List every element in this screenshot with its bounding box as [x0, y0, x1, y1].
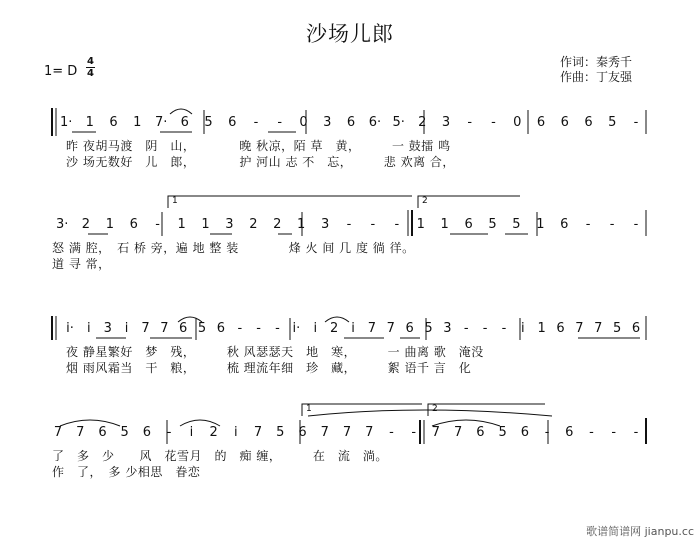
note: 5: [276, 425, 285, 440]
time-signature-top: 4: [87, 56, 94, 67]
note: 6: [298, 425, 307, 440]
note: 7: [431, 425, 441, 440]
lyric-line: 昨 夜胡马渡 阴 山， 晚 秋凉，陌 草 黄， 一 鼓擂 鸣: [66, 139, 451, 153]
note: 6: [476, 425, 485, 440]
note: i: [189, 425, 194, 440]
note: 1: [297, 217, 306, 232]
note: 3·: [56, 217, 69, 232]
note: -: [482, 321, 488, 336]
note: -: [277, 115, 283, 130]
note: 5: [608, 115, 617, 130]
note: 6: [560, 217, 569, 232]
note: 6: [142, 425, 152, 440]
note: 2: [209, 425, 218, 440]
note: i: [124, 321, 129, 336]
note: -: [633, 217, 639, 232]
note: 5·: [392, 115, 405, 130]
note: -: [589, 425, 594, 440]
note: 6: [180, 115, 189, 130]
key-signature: 1= D: [44, 64, 78, 79]
note: 7: [386, 321, 395, 336]
lyric-line: 沙 场无数好 儿 郎， 护 河山 志 不 忘， 悲 欢离 合，: [66, 155, 455, 169]
note: 2: [273, 217, 282, 232]
note: 6: [346, 115, 356, 130]
page-title: 沙场儿郎: [306, 22, 394, 46]
volta-2-label: 2: [432, 404, 438, 414]
note: -: [633, 425, 639, 440]
note: -: [256, 321, 261, 336]
note: 5: [512, 217, 521, 232]
note: -: [611, 425, 617, 440]
note: -: [275, 321, 280, 336]
note: 3: [443, 321, 452, 336]
note: -: [237, 321, 243, 336]
note: -: [609, 217, 615, 232]
note: -: [585, 217, 591, 232]
note: 5: [498, 425, 507, 440]
note: 6·: [368, 115, 382, 130]
note: 6: [464, 217, 473, 232]
note: -: [411, 425, 417, 440]
note: i: [234, 425, 238, 440]
note: 6: [228, 115, 237, 130]
note: -: [491, 115, 496, 130]
note: 1: [416, 217, 425, 232]
note: 5: [204, 115, 213, 130]
note: -: [155, 217, 160, 232]
note: -: [544, 425, 550, 440]
note: 1: [440, 217, 449, 232]
note: 5: [612, 321, 622, 336]
note: 7·: [155, 115, 168, 130]
note: 2: [418, 115, 427, 130]
note: 1: [133, 115, 142, 130]
note: i·: [292, 321, 301, 336]
note: -: [633, 115, 639, 130]
note: 5: [488, 217, 497, 232]
note: 6: [520, 425, 529, 440]
note: 2: [249, 217, 258, 232]
volta-1-label: 1: [306, 404, 312, 414]
note: 7: [575, 321, 584, 336]
time-signature-bottom: 4: [87, 68, 94, 79]
volta-1-label: 1: [172, 196, 178, 206]
note: 6: [556, 321, 565, 336]
note: -: [501, 321, 507, 336]
note: 6: [565, 425, 574, 440]
note: 6: [179, 321, 188, 336]
note: 1: [85, 115, 94, 130]
lyricist-credit: 作词：秦秀千: [560, 55, 633, 69]
note: 5: [197, 321, 207, 336]
note: 1: [201, 217, 210, 232]
note: 7: [53, 425, 63, 440]
note: 6: [584, 115, 593, 130]
note: 7: [365, 425, 374, 440]
note: 6: [109, 115, 118, 130]
lyric-line: 怒 满 腔， 石 桥 旁，遍 地 整 装 烽 火 间 几 度 徜 徉。: [52, 241, 415, 255]
note: 7: [320, 425, 329, 440]
note: 5: [424, 321, 433, 336]
note: i: [520, 321, 525, 336]
lyric-line: 作 了， 多 少相思 眷恋: [52, 465, 201, 479]
note: 3: [320, 217, 330, 232]
note: 7: [454, 425, 463, 440]
note: 1: [536, 217, 545, 232]
note: -: [166, 425, 172, 440]
note: 3: [441, 115, 451, 130]
note: 6: [560, 115, 569, 130]
lyric-line: 了 多 少 风 花雪月 的 痴 缠， 在 流 淌。: [52, 449, 388, 463]
note: 1·: [60, 115, 73, 130]
note: 3: [323, 115, 332, 130]
note: 7: [141, 321, 150, 336]
note: -: [394, 217, 400, 232]
note: 2: [81, 217, 91, 232]
note: 6: [129, 217, 138, 232]
note: 7: [160, 321, 169, 336]
note: 7: [76, 425, 85, 440]
note: -: [370, 217, 376, 232]
note: 7: [253, 425, 263, 440]
note: -: [467, 115, 473, 130]
volta-2-label: 2: [422, 196, 428, 206]
note: 7: [367, 321, 376, 336]
note: 6: [98, 425, 107, 440]
note: 1: [105, 217, 114, 232]
note: 6: [536, 115, 546, 130]
note: i·: [66, 321, 74, 336]
note: 3: [225, 217, 234, 232]
note: 6: [631, 321, 641, 336]
note: 0: [299, 115, 308, 130]
note: 6: [405, 321, 414, 336]
note: -: [463, 321, 469, 336]
note: -: [253, 115, 259, 130]
watermark: 歌谱简谱网 jianpu.cc: [586, 525, 694, 538]
note: i: [313, 321, 318, 336]
note: i: [351, 321, 355, 336]
note: i: [87, 321, 91, 336]
lyric-line: 夜 静星繁好 梦 残， 秋 风瑟瑟天 地 寒， 一 曲离 歌 淹没: [66, 345, 484, 359]
note: 2: [329, 321, 339, 336]
lyric-line: 道 寻 常，: [52, 257, 111, 271]
composer-credit: 作曲：丁友强: [560, 70, 633, 84]
note: 1: [537, 321, 546, 336]
note: 5: [120, 425, 129, 440]
note: -: [389, 425, 394, 440]
note: 7: [342, 425, 352, 440]
note: 7: [594, 321, 603, 336]
lyric-line: 烟 雨风霜当 干 粮， 梳 理流年细 珍 藏， 絮 语千 言 化: [66, 361, 472, 375]
note: 3: [103, 321, 112, 336]
note: -: [346, 217, 352, 232]
note: 1: [177, 217, 186, 232]
note: 6: [216, 321, 226, 336]
note: 0: [513, 115, 522, 130]
